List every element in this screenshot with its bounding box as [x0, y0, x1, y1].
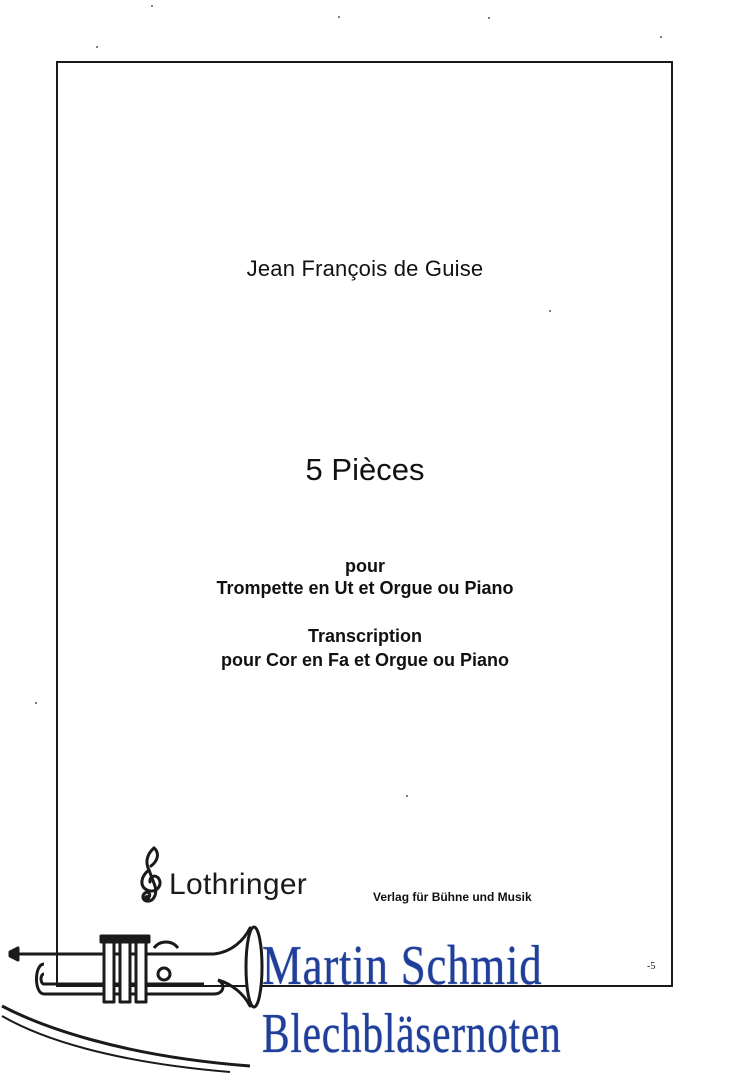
publisher-logo — [137, 846, 357, 912]
catalog-number-fragment: -5 — [647, 961, 656, 972]
dealer-name: Martin Schmid — [262, 935, 543, 997]
paper-speck — [35, 702, 37, 704]
paper-speck — [660, 36, 662, 38]
transcription-label: Transcription — [307, 626, 423, 646]
work-title: 5 Pièces — [305, 452, 425, 487]
treble-clef-icon — [137, 846, 167, 910]
paper-speck — [96, 46, 98, 48]
composer-name: Jean François de Guise — [246, 256, 484, 281]
paper-speck — [338, 16, 340, 18]
publisher-tagline: Verlag für Bühne und Musik — [373, 890, 532, 904]
dealer-tagline: Blechbläsernoten — [262, 1003, 562, 1065]
publisher-name: Lothringer — [169, 868, 308, 901]
instrumentation: Trompette en Ut et Orgue ou Piano — [216, 578, 514, 598]
pour-label: pour — [345, 556, 385, 576]
paper-speck — [151, 5, 153, 7]
paper-speck — [488, 17, 490, 19]
swoosh-decoration — [0, 996, 300, 1076]
dealer-stamp — [0, 906, 730, 1080]
transcription-instrumentation: pour Cor en Fa et Orgue ou Piano — [220, 650, 510, 670]
